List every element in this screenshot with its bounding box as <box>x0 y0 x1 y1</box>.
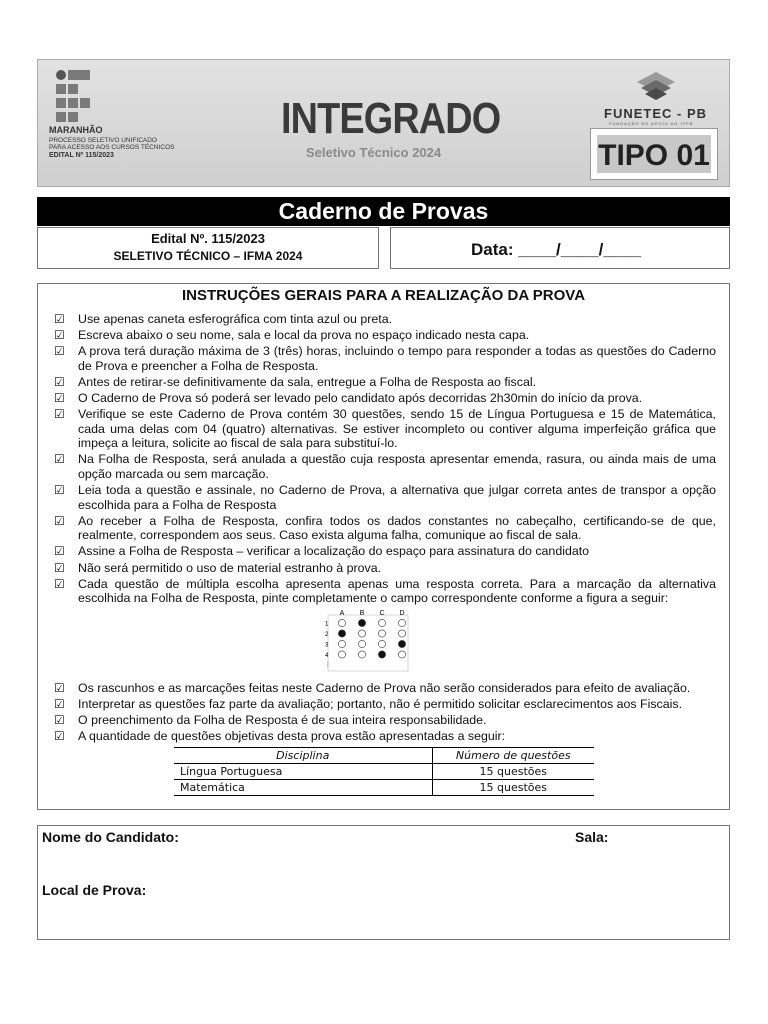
table-row <box>174 780 594 796</box>
bubble-row-label: 1 <box>325 621 329 628</box>
answer-bubble <box>338 651 345 658</box>
answer-bubble <box>398 630 405 637</box>
answer-bubble <box>398 619 405 626</box>
instruction-item: ☑ A prova terá duração máxima de 3 (três) horas, incluindo o tempo para responder a todas as questões do Caderno de Prova e preencher a Folha de Resposta. <box>54 344 716 373</box>
edital-box <box>37 227 379 269</box>
instruction-item: ☑ O preenchimento da Folha de Resposta é de sua inteira responsabilidade. <box>54 713 716 728</box>
edital-number: Edital Nº. 115/2023 <box>151 231 265 246</box>
header-banner <box>37 59 730 187</box>
bubble-ellipsis: ⋮ <box>325 661 331 668</box>
org-name: FUNETEC - PB <box>604 106 707 121</box>
table-header: Disciplina <box>174 748 432 764</box>
candidate-box <box>37 825 730 940</box>
answer-bubble <box>378 619 385 626</box>
answer-bubbles-figure <box>322 609 412 673</box>
ifma-line: PARA ACESSO AOS CURSOS TÉCNICOS <box>49 144 175 151</box>
answer-bubble <box>358 651 365 658</box>
instruction-item: ☑ Na Folha de Resposta, será anulada a questão cuja resposta apresentar emenda, rasura, ou ainda mais de uma opção marcada ou sem marcação. <box>54 452 716 481</box>
instruction-item: ☑ Leia toda a questão e assinale, no Caderno de Prova, a alternativa que julgar correta antes de transpor a opção escolhida para a Folha de Resposta <box>54 483 716 512</box>
room-field[interactable]: Sala: <box>575 829 609 845</box>
ifma-text <box>49 126 174 160</box>
ifma-line: PROCESSO SELETIVO UNIFICADO <box>49 137 157 144</box>
bubble-row-label: 3 <box>325 642 329 649</box>
table-cell: 15 questões <box>432 780 594 796</box>
seletivo-label: SELETIVO TÉCNICO – IFMA 2024 <box>113 249 303 263</box>
instruction-item: ☑ Os rascunhos e as marcações feitas neste Caderno de Prova não serão considerados para efeito de avaliação. <box>54 681 716 696</box>
org-tagline: FUNDAÇÃO DE APOIO AO IFPB <box>609 121 694 126</box>
instructions-list <box>54 312 716 745</box>
answer-bubble <box>358 640 365 647</box>
answer-bubble <box>358 630 365 637</box>
instruction-item: ☑ Não será permitido o uso de material estranho à prova. <box>54 561 716 576</box>
funetec-logo-icon <box>633 68 679 102</box>
instruction-item: ☑ O Caderno de Prova só poderá ser levado pelo candidato após decorridas 2h30min do início da prova. <box>54 391 716 406</box>
table-cell: Língua Portuguesa <box>174 764 432 780</box>
bubble-row-label: 2 <box>325 631 329 638</box>
instructions-title: INSTRUÇÕES GERAIS PARA A REALIZAÇÃO DA PROVA <box>181 287 586 304</box>
instruction-item: ☑ A quantidade de questões objetivas desta prova estão apresentadas a seguir: <box>54 729 716 744</box>
bubble-column-label: B <box>359 609 365 617</box>
answer-bubble <box>338 640 345 647</box>
answer-sheet-example <box>322 609 412 673</box>
bubble-row-label: 4 <box>325 652 329 659</box>
date-field[interactable]: Data: ____/____/____ <box>471 240 642 259</box>
answer-bubble <box>378 630 385 637</box>
instructions-box <box>37 283 730 810</box>
instruction-item: ☑ Cada questão de múltipla escolha apresenta apenas uma resposta correta. Para a marcação da alternativa escolhida na Folha de Resposta, pinte completamente o campo correspondente conforme a figura a seguir: <box>54 577 716 606</box>
instruction-item: ☑ Assine a Folha de Resposta – verificar a localização do espaço para assinatura do candidato <box>54 544 716 559</box>
ifma-edital: EDITAL Nº 115/2023 <box>49 152 114 159</box>
instruction-item: ☑ Ao receber a Folha de Resposta, confira todos os dados constantes no cabeçalho, certificando-se de que, realmente, correspondem aos seus. Caso exista alguma falha, comunique ao fiscal de sala. <box>54 514 716 543</box>
instruction-item: ☑ Interpretar as questões faz parte da avaliação; portanto, não é permitido solicitar esclarecimentos aos Fiscais. <box>54 697 716 712</box>
questions-table <box>174 747 594 796</box>
answer-bubble <box>358 619 365 626</box>
table-cell: 15 questões <box>432 764 594 780</box>
answer-bubble <box>338 630 345 637</box>
instruction-item: ☑ Use apenas caneta esferográfica com tinta azul ou preta. <box>54 312 716 327</box>
ifma-state: MARANHÃO <box>49 125 103 135</box>
bubble-column-label: D <box>399 609 405 617</box>
instruction-item: ☑ Antes de retirar-se definitivamente da sala, entregue a Folha de Resposta ao fiscal. <box>54 375 716 390</box>
table-row <box>174 764 594 780</box>
bubble-column-label: C <box>379 609 385 617</box>
instruction-item: ☑ Escreva abaixo o seu nome, sala e local da prova no espaço indicado nesta capa. <box>54 328 716 343</box>
tipo-label: TIPO 01 <box>597 135 711 173</box>
ifma-logo <box>56 70 90 122</box>
candidate-name-field[interactable]: Nome do Candidato: <box>42 829 179 845</box>
bubble-column-label: A <box>339 609 345 617</box>
page-title: INTEGRADO <box>281 94 501 143</box>
answer-bubble <box>378 651 385 658</box>
answer-bubble <box>398 640 405 647</box>
answer-bubble <box>338 619 345 626</box>
tipo-badge <box>591 129 717 179</box>
instruction-item: ☑ Verifique se este Caderno de Prova contém 30 questões, sendo 15 de Língua Portuguesa e 15 de Matemática, cada uma delas com 04 (quatro) alternativas. Se estiver incompleto ou contiver alguma imperfeição gráfica que impeça a leitura, solicite ao fiscal de sala para substituí-lo. <box>54 407 716 451</box>
exam-location-field[interactable]: Local de Prova: <box>42 882 147 898</box>
date-box <box>390 227 730 269</box>
table-header: Número de questões <box>432 748 594 764</box>
subtitle: Seletivo Técnico 2024 <box>306 145 442 160</box>
table-cell: Matemática <box>174 780 432 796</box>
answer-bubble <box>378 640 385 647</box>
caderno-title: Caderno de Provas <box>37 197 730 226</box>
answer-bubble <box>398 651 405 658</box>
